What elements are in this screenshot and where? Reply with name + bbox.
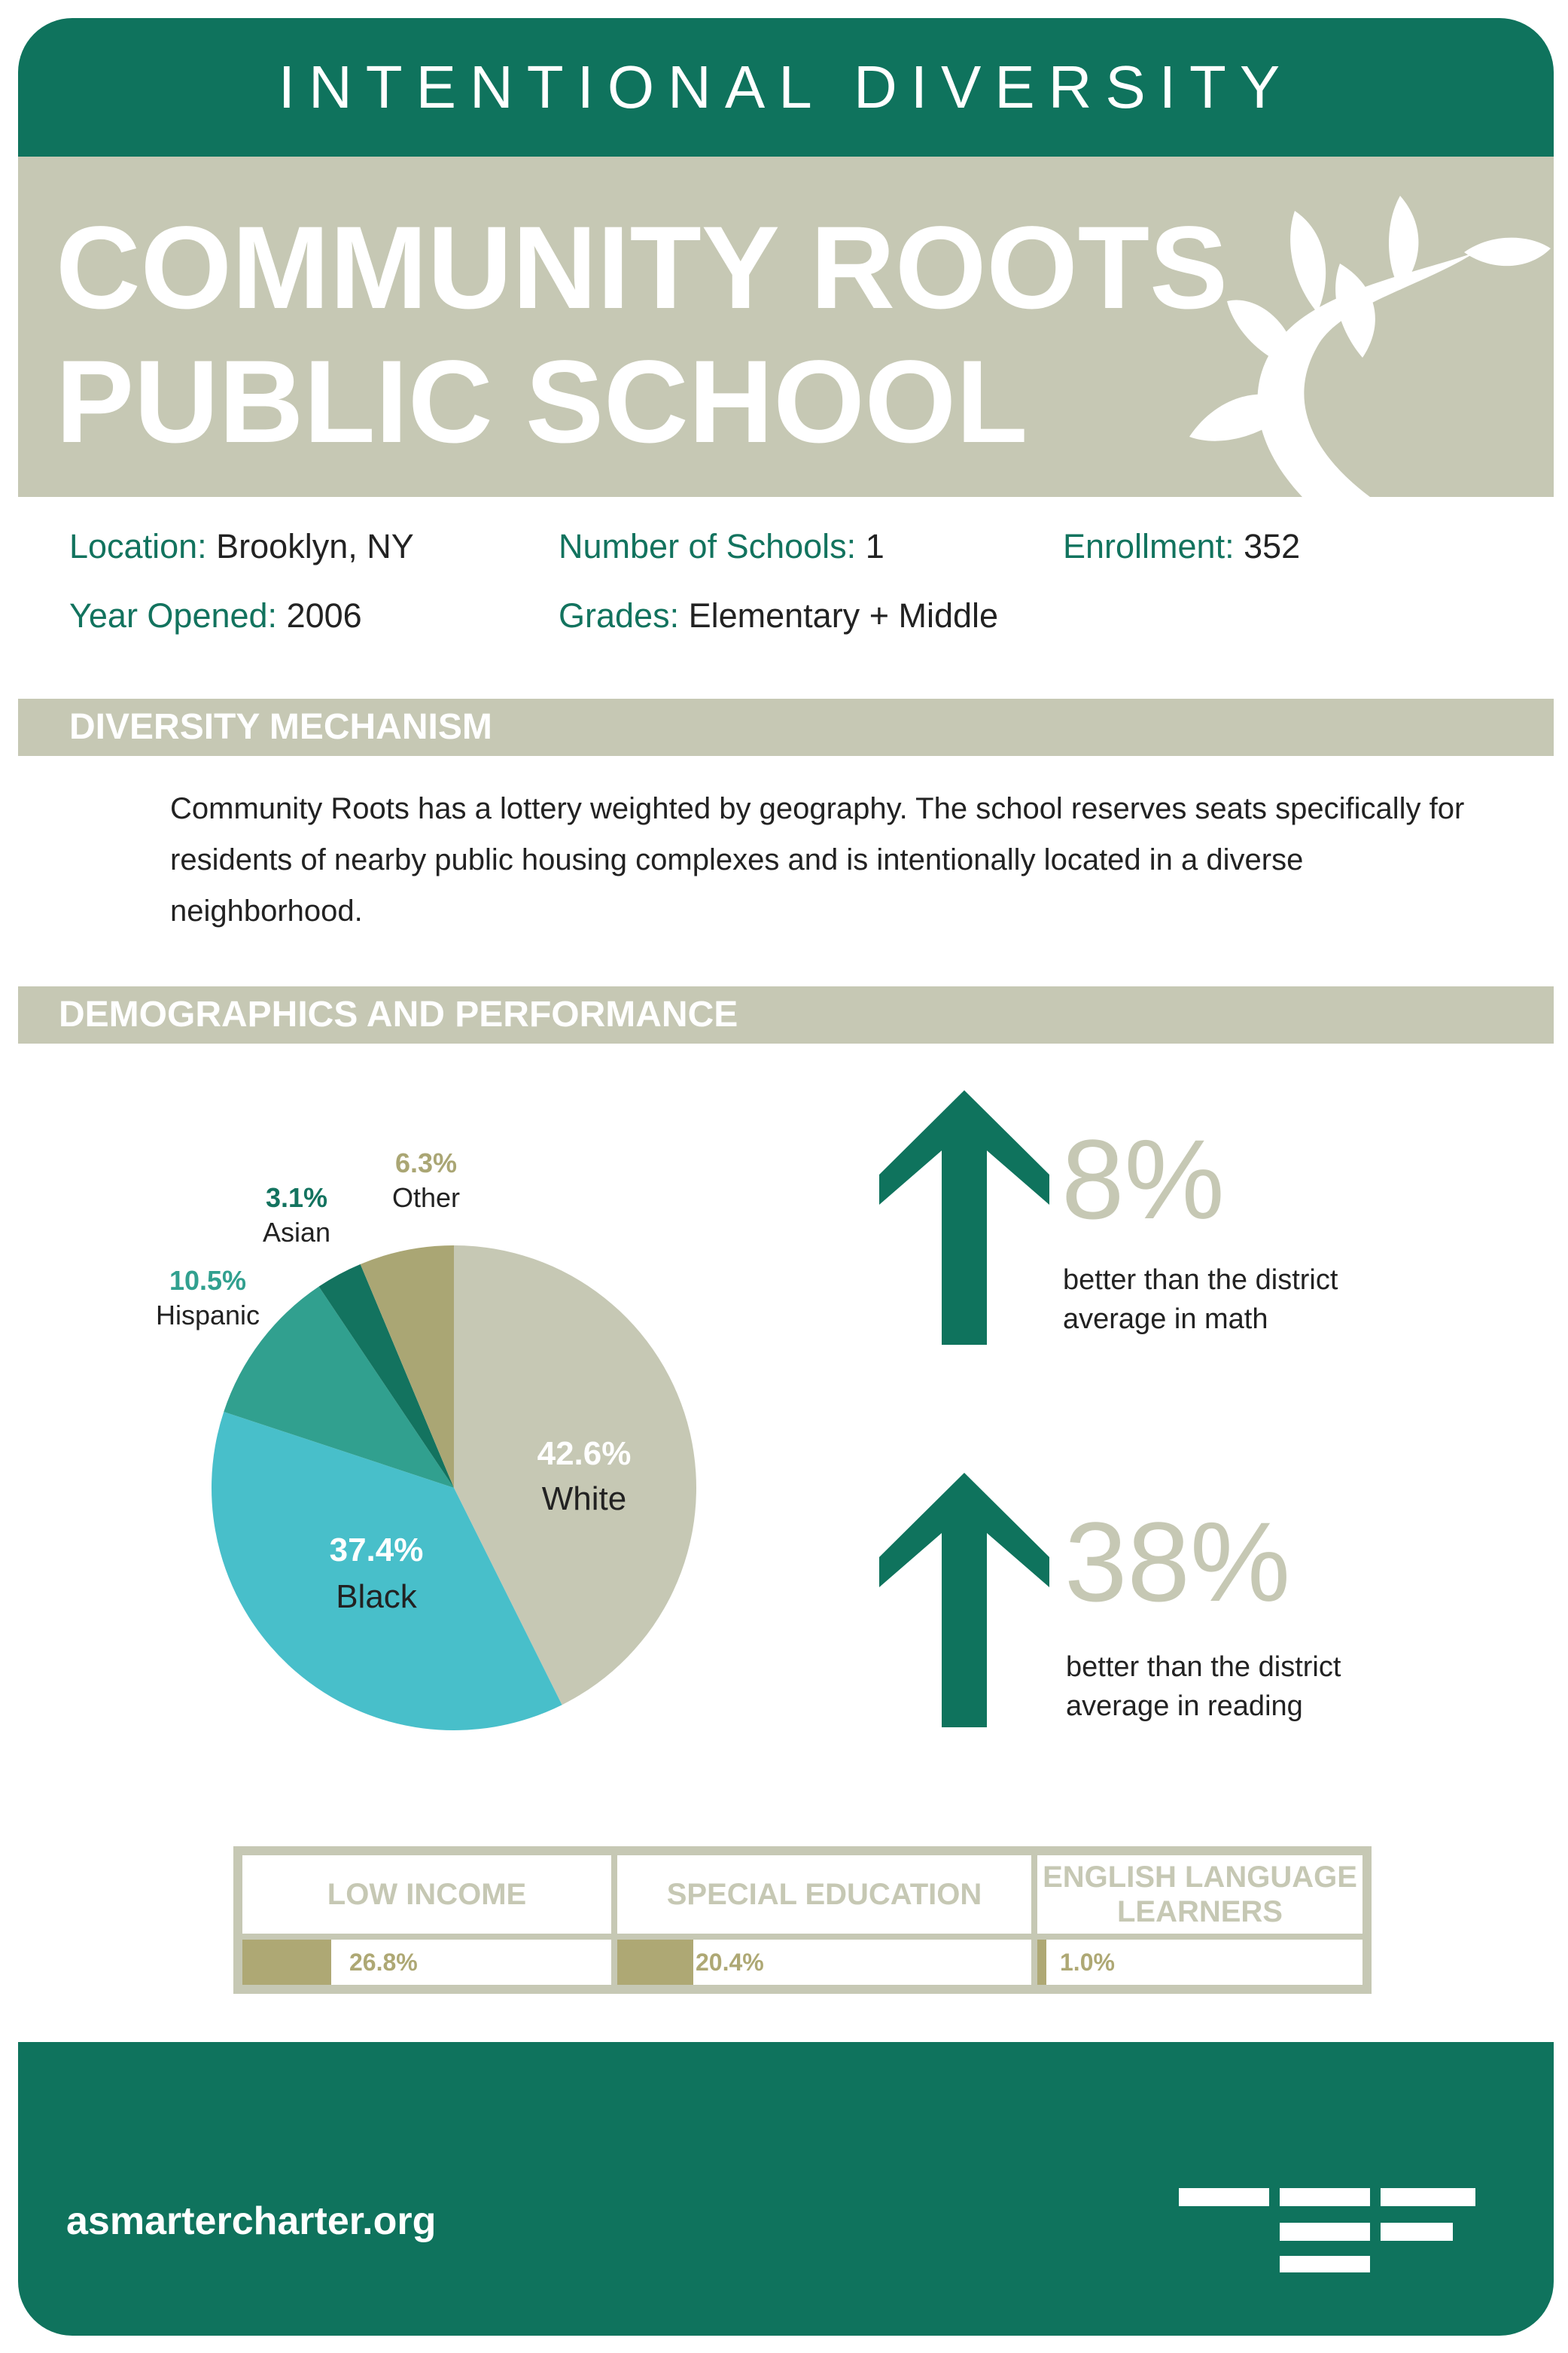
english-language-learners-bar [1037,1940,1046,1985]
table-header-english-language-learners [1037,1855,1362,1934]
fact-grades [559,596,998,635]
up-arrow-icon [879,1473,1049,1727]
table-header-low-income-line-1: LOW INCOME [327,1878,527,1911]
enrollment-label: Enrollment: [1063,527,1235,565]
school-title-line-1: COMMUNITY ROOTS [56,203,1229,334]
student-population-table [233,1846,1372,1994]
slice-label-white-name: White [541,1480,627,1517]
table-header-low-income [242,1855,611,1934]
mechanism-heading: DIVERSITY MECHANISM [69,707,492,747]
grades-label: Grades: [559,596,680,635]
fact-location [69,527,414,566]
enrollment-value: 352 [1244,527,1301,565]
school-title-line-2: PUBLIC SCHOOL [56,337,1028,468]
reading-stat-caption-line-2: average in reading [1066,1690,1303,1722]
fact-schools [559,527,884,566]
slice-label-black-pct: 37.4% [329,1532,424,1568]
slice-label-other-pct: 6.3% [394,1148,458,1178]
reading-stat-caption-line-1: better than the district [1066,1651,1341,1683]
fact-enrollment [1063,527,1300,566]
fact-year-opened [69,596,362,635]
math-stat-caption-line-1: better than the district [1063,1264,1338,1296]
table-header-special-education-line-1: SPECIAL EDUCATION [666,1878,982,1911]
footer-website-link[interactable]: asmartercharter.org [66,2199,437,2243]
slice-label-white-pct: 42.6% [537,1435,632,1472]
slice-label-asian-pct: 3.1% [265,1182,328,1213]
schools-label: Number of Schools: [559,527,857,565]
table-header-ell-line-1: ENGLISH LANGUAGE [1043,1861,1357,1894]
mechanism-description: Community Roots has a lottery weighted by geography. The school reserves seats specifically for residents of nearby public housing complexes and is intentionally located in a diverse neighborhood. [170,792,1465,928]
math-stat-caption [1063,1260,1439,1339]
table-header-ell-line-2: LEARNERS [1116,1895,1283,1928]
special-education-bar [617,1940,693,1985]
brand-logo-icon [1179,2188,1475,2272]
grades-value: Elementary + Middle [688,596,999,635]
header-kicker: INTENTIONAL DIVERSITY [278,53,1294,120]
slice-label-hispanic-name: Hispanic [155,1300,260,1330]
table-header-special-education [617,1855,1031,1934]
demographics-heading: DEMOGRAPHICS AND PERFORMANCE [59,995,738,1035]
location-value: Brooklyn, NY [216,527,414,565]
schools-value: 1 [865,527,884,565]
math-stat-caption-line-2: average in math [1063,1303,1268,1335]
math-stat-value: 8% [1061,1116,1225,1242]
table-cell-low-income [242,1940,611,1985]
reading-stat-value: 38% [1064,1498,1291,1625]
special-education-value: 20.4% [696,1948,764,1976]
year-label: Year Opened: [69,596,278,635]
low-income-value: 26.8% [349,1948,418,1976]
table-cell-special-education [617,1940,1031,1985]
slice-label-hispanic-pct: 10.5% [169,1265,247,1296]
location-label: Location: [69,527,207,565]
year-value: 2006 [286,596,362,635]
slice-label-asian-name: Asian [262,1217,331,1248]
slice-label-other-name: Other [391,1182,461,1213]
low-income-bar [242,1940,331,1985]
table-cell-english-language-learners [1037,1940,1362,1985]
english-language-learners-value: 1.0% [1060,1948,1115,1976]
up-arrow-icon [879,1090,1049,1345]
slice-label-black-name: Black [336,1578,417,1615]
reading-stat-caption [1066,1647,1442,1726]
tree-logo-icon [1174,181,1551,497]
